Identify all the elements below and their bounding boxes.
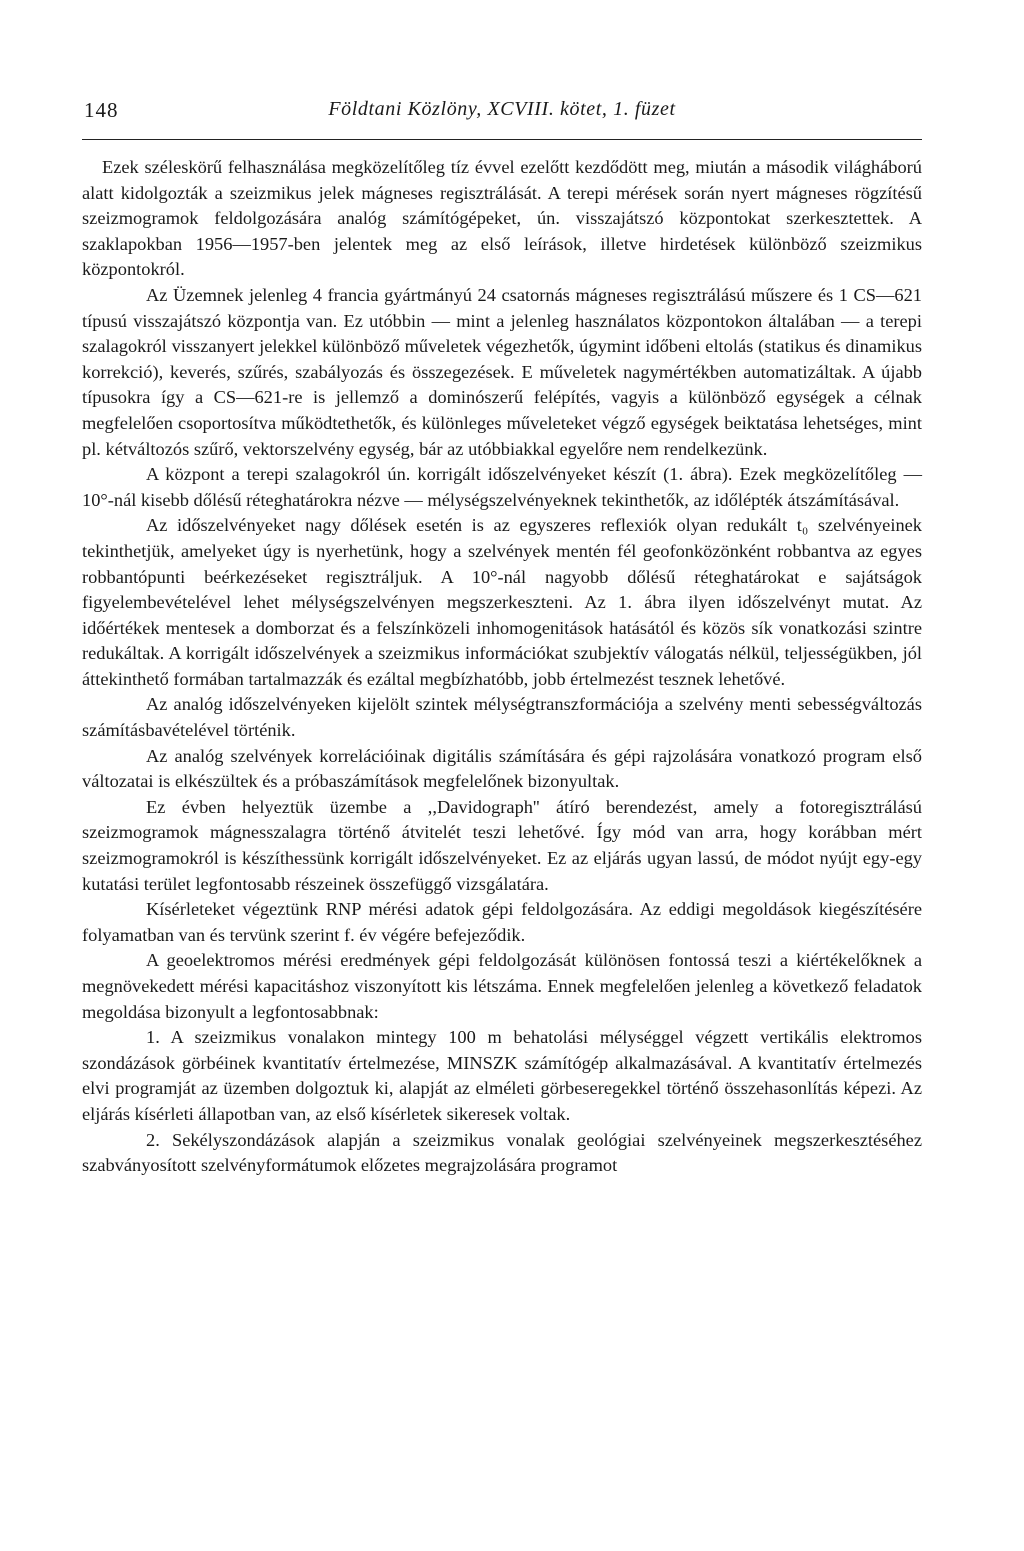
journal-title: Földtani Közlöny, XCVIII. kötet, 1. füzet [328,98,676,120]
body-text [82,155,922,1179]
header-rule [82,139,922,140]
paragraph: Kísérleteket végeztünk RNP mérési adatok gépi feldolgozására. Az eddigi megoldások kiegészítésére folyamatban van és tervünk szerint f. év végére befejeződik. [82,899,922,945]
paragraph: A geoelektromos mérési eredmények gépi feldolgozását különösen fontossá teszi a kiértékelőknek a megnövekedett mérési kapacitáshoz viszonyított kis létszáma. Ennek megfelelően jelenleg a következő feladatok megoldása bizonyult a legfontosabbnak: [82,950,922,1022]
paragraph: Az időszelvényeket nagy dőlések esetén is az egyszeres reflexiók olyan redukált t₀ szelvényeinek tekinthetjük, amelyeket úgy is nyerhetünk, hogy a szelvények mentén fél geofonközönként robbantva az egyes robbantópunti beérkezéseket regisztráljuk. A 10°-nál nagyobb dőlésű réteghatárokat e sajátságok figyelembevételével lehet mélységszelvényen megszerkeszteni. Az 1. ábra ilyen időszelvényt mutat. Az időértékek mentesek a domborzat és a felszínközeli inhomogenitások hatásától és közös sík vonatkozási szintre redukáltak. A korrigált időszelvények a szeizmikus információkat szubjektív válogatás nélkül, teljességükben, jól áttekinthető formában tartalmazzák és ezáltal megbízhatóbb, jobb értelmezést tesznek lehetővé. [82,515,922,689]
document-page [82,96,922,1179]
paragraph: A központ a terepi szalagokról ún. korrigált időszelvényeket készít (1. ábra). Ezek megközelítőleg —10°-nál kisebb dőlésű réteghatárokra nézve — mélységszelvényeknek tekinthetők, az időlépték átszámításával. [82,464,922,510]
paragraph: Ez évben helyeztük üzembe a ,,Davidograph'' átíró berendezést, amely a fotoregisztrálású szeizmogramok mágnesszalagra történő átvitelét teszi lehetővé. Így mód van arra, hogy korábban mért szeizmogramokról is készíthessünk korrigált időszelvényeket. Ez az eljárás ugyan lassú, de módot nyújt egy-egy kutatási terület legfontosabb részeinek összefüggő vizsgálatára. [82,796,922,894]
paragraph: Az analóg szelvények korrelációinak digitális számítására és gépi rajzolására vonatkozó program első változatai is elkészültek és a próbaszámítások megfelelőnek bizonyultak. [82,745,922,792]
paragraph: Ezek széleskörű felhasználása megközelítőleg tíz évvel ezelőtt kezdődött meg, miután a második világháború alatt kidolgozták a szeizmikus jelek mágneses regisztrálását. A terepi mérések során nyert mágneses rögzítésű szeizmogramok feldolgozására analóg számítógépeket, ún. visszajátszó központokat szerkesztettek. A szaklapokban 1956—1957-ben jelentek meg az első leírások, illetve hirdetések különböző szeizmikus központokról. [82,157,922,280]
running-head [82,96,922,126]
paragraph: Az analóg időszelvényeken kijelölt szintek mélységtranszformációja a szelvény menti sebességváltozás számításbavételével történik. [82,694,922,741]
page-number: 148 [84,98,119,122]
list-item: 1. A szeizmikus vonalakon mintegy 100 m behatolási mélységgel végzett vertikális elektromos szondázások görbéinek kvantitatív értelmezése, MINSZK számítógép alkalmazásával. A kvantitatív értelmezés elvi programját az üzemben dolgoztuk ki, alapját az elméleti görbeseregekkel történő összehasonlítás képezi. Az eljárás kísérleti állapotban van, az első kísérletek sikeresek voltak. [82,1027,922,1124]
list-item: 2. Sekélyszondázások alapján a szeizmikus vonalak geológiai szelvényeinek megszerkesztéséhez szabványosított szelvényformátumok előzetes megrajzolására programot [82,1129,922,1176]
paragraph: Az Üzemnek jelenleg 4 francia gyártmányú 24 csatornás mágneses regisztrálású műszere és 1 CS—621 típusú visszajátszó központja van. Ez utóbbin — mint a jelenleg használatos központokon általában — a terepi szalagokról visszanyert jelekkel különböző műveletek végezhetők, úgymint időbeni eltolás (statikus és dinamikus korrekció), keverés, szűrés, szabályozás és összegezések. E műveletek nagymértékben automatizáltak. A újabb típusokra így a CS—621-re is jellemző a dominószerű felépítés, vagyis a különböző egységek a célnak megfelelően csoportosítva működtethetők, és különleges műveleteket végző egységek beiktatása lehetséges, mint pl. kétváltozós szűrő, vektorszelvény egység, bár az utóbbiakkal egyelőre nem rendelkezünk. [82,284,922,459]
